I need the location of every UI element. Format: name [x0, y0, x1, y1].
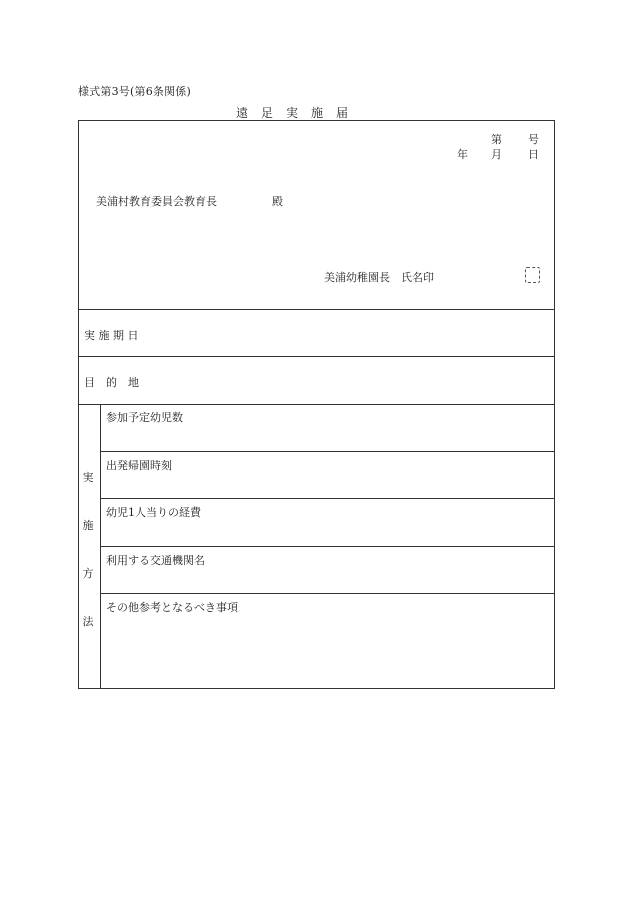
divider-method-1 — [100, 451, 555, 452]
date-day: 日 — [528, 148, 539, 161]
date-month: 月 — [491, 148, 502, 161]
divider-notice-bottom — [78, 309, 555, 310]
method-side-char-4: 法 — [82, 615, 94, 628]
sender-name: 美浦幼稚園長 氏名印 — [324, 271, 434, 284]
date-label: 実 施 期 日 — [84, 329, 139, 342]
honorific: 殿 — [272, 195, 283, 208]
divider-method-2 — [100, 498, 555, 499]
method-side-char-1: 実 — [82, 471, 94, 484]
method-item-times: 出発帰園時刻 — [106, 459, 172, 472]
method-item-cost: 幼児1人当りの経費 — [106, 506, 201, 519]
form-label: 様式第3号(第6条関係) — [78, 85, 191, 98]
date-year: 年 — [457, 148, 468, 161]
divider-method-side — [100, 404, 101, 689]
method-item-other: その他参考となるべき事項 — [106, 601, 238, 614]
number-prefix: 第 — [491, 133, 502, 146]
method-item-participants: 参加予定幼児数 — [106, 411, 183, 424]
number-suffix: 号 — [528, 133, 539, 146]
method-side-char-3: 方 — [82, 567, 94, 580]
divider-destination-bottom — [78, 404, 555, 405]
seal-placeholder — [525, 267, 540, 283]
divider-date-bottom — [78, 356, 555, 357]
method-side-char-2: 施 — [82, 519, 94, 532]
addressee: 美浦村教育委員会教育長 — [96, 195, 217, 208]
divider-method-4 — [100, 593, 555, 594]
destination-label: 目 的 地 — [84, 376, 139, 389]
document-title: 遠 足 実 施 届 — [236, 106, 349, 120]
divider-method-3 — [100, 546, 555, 547]
method-item-transport: 利用する交通機関名 — [106, 554, 205, 567]
